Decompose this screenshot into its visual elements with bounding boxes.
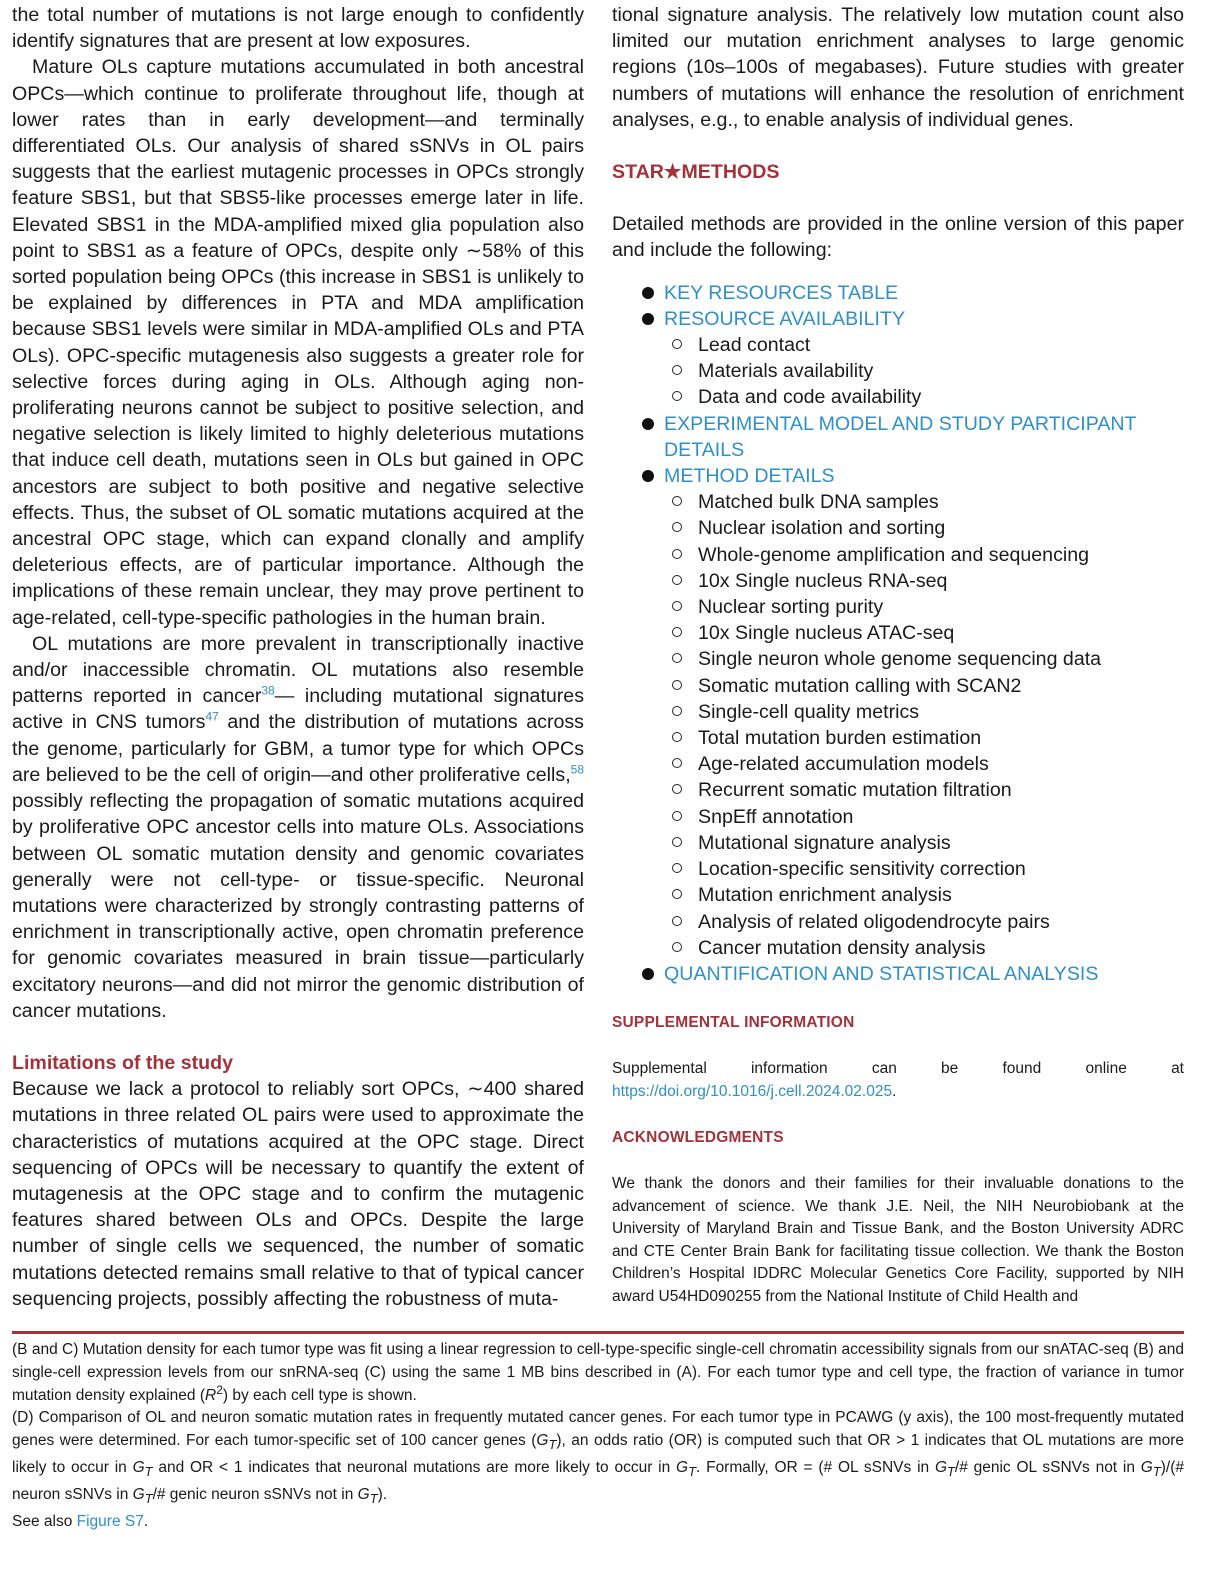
right-column [612, 2, 1184, 1308]
caption-paragraph [12, 1407, 1184, 1510]
toc-section-link[interactable]: RESOURCE AVAILABILITY [612, 306, 1184, 332]
toc-subsection-item: Location-specific sensitivity correction [612, 856, 1184, 882]
toc-subsection-item: Cancer mutation density analysis [612, 935, 1184, 961]
toc-subsection-item: 10x Single nucleus RNA-seq [612, 568, 1184, 594]
caption-divider [12, 1331, 1184, 1334]
caption-text: (D) Comparison of OL and neuron somatic mutation rates in frequently mutated cancer genes. For each tumor type in PCAWG (y axis), the 100 most-frequently mutated genes were determined. For each tumor-specific set of 100 cancer genes ( [12, 1409, 1184, 1450]
body-paragraph [12, 631, 584, 1024]
toc-subsection-item: Single-cell quality metrics [612, 699, 1184, 725]
toc-subsection-item: Recurrent somatic mutation filtration [612, 777, 1184, 803]
section-heading [612, 159, 1184, 185]
toc-subsection-item: Lead contact [612, 332, 1184, 358]
caption-paragraph [12, 1339, 1184, 1407]
caption-text: /# genic neuron sSNVs not in [152, 1485, 358, 1503]
toc-section-link[interactable]: EXPERIMENTAL MODEL AND STUDY PARTICIPANT DETAILS [612, 411, 1184, 463]
toc-subsection-item: Data and code availability [612, 384, 1184, 410]
toc-subsection-item: Total mutation burden estimation [612, 725, 1184, 751]
toc-section-link[interactable]: METHOD DETAILS [612, 463, 1184, 489]
body-text: and the distribution of mutations across the genome, particularly for GBM, a tumor type for which OPCs are believed to be the cell of origin—and other proliferative cells, [12, 711, 584, 786]
methods-intro: Detailed methods are provided in the online version of this paper and include the following: [612, 213, 1184, 262]
toc-subsection-item: Mutation enrichment analysis [612, 882, 1184, 908]
caption-paragraph [12, 1511, 1184, 1534]
body-text: . [892, 1082, 897, 1100]
toc-section-link[interactable]: QUANTIFICATION AND STATISTICAL ANALYSIS [612, 961, 1184, 987]
toc-section-link[interactable]: KEY RESOURCES TABLE [612, 280, 1184, 306]
body-paragraph: Mature OLs capture mutations accumulated in both ancestral OPCs—which continue to proliferate throughout life, though at lower rates than in early development—and terminally differentiated OLs. Our analysis of shared sSNVs in OL pairs suggests that the earliest mutagenic processes in OPCs strongly feature SBS1, but that SBS5-like processes emerge later in life. Elevated SBS1 in the MDA-amplified mixed glia population also point to SBS1 as a feature of OPCs, despite only ∼58% of this sorted population being OPCs (this increase in SBS1 is unlikely to be explained by differences in PTA and MDA amplification because SBS1 levels were similar in MDA-amplified OLs and PTA OLs). OPC-specific mutagenesis also suggests a greater role for selective forces during aging in OLs. Although aging non-proliferating neurons cannot be subject to positive selection, and negative selection is likely limited to highly deleterious mutations that induce cell death, mutations seen in OLs but gained in OPC ancestors are subject to both positive and negative selective effects. Thus, the subset of OL somatic mutations acquired at the ancestral OPC stage, which can expand clonally and amplify deleterious effects, are of particular importance. Although the implications of these remain unclear, they may prove pertinent to age-related, cell-type-specific pathologies in the human brain. [12, 56, 584, 629]
caption-text: )/(# neuron sSNVs in [12, 1459, 1184, 1503]
body-text: — including mutational signatures active in CNS tumors [12, 685, 584, 734]
caption-text: ) by each cell type is shown. [222, 1386, 417, 1404]
figure-caption [12, 1339, 1184, 1534]
toc-subsection-item: SnpEff annotation [612, 804, 1184, 830]
acknowledgments-text: We thank the donors and their families for their invaluable donations to the advancement of science. We thank J.E. Neil, the NIH Neurobiobank at the University of Maryland Brain and Tissue Bank, and the Boston University ADRC and CTE Center Brain Bank for facilitating tissue collection. We thank the Boston Children’s Hospital IDDRC Molecular Genetics Core Facility, supported by NIH award U54HD090255 from the National Institute of Child Health and [612, 1175, 1184, 1305]
toc-subsection-item: Analysis of related oligodendrocyte pairs [612, 909, 1184, 935]
toc-subsection-item: Single neuron whole genome sequencing data [612, 646, 1184, 672]
toc-subsection-item: Matched bulk DNA samples [612, 489, 1184, 515]
caption-symbol: T [947, 1464, 955, 1480]
toc-subsection-item: Mutational signature analysis [612, 830, 1184, 856]
caption-text: /# genic OL sSNVs not in [954, 1459, 1141, 1477]
caption-symbol: G [676, 1459, 689, 1477]
toc-subsection-item: Age-related accumulation models [612, 751, 1184, 777]
section-heading: Limitations of the study [12, 1051, 233, 1074]
reference-link[interactable]: 47 [205, 709, 219, 724]
caption-symbol: G [1140, 1459, 1153, 1477]
caption-symbol: G [536, 1432, 549, 1450]
reference-link[interactable]: 58 [570, 762, 584, 777]
body-paragraph: tional signature analysis. The relatively low mutation count also limited our mutation enrichment analyses to large genomic regions (10s–100s of megabases). Future studies with greater numbers of mutations will enhance the resolution of enrichment analyses, e.g., to enable analysis of individual genes. [612, 4, 1184, 131]
caption-text: ), an odds ratio (OR) is computed such that OR > 1 indicates that OL mutations are more likely to occur in [12, 1432, 1184, 1477]
caption-symbol: 2 [216, 1382, 223, 1397]
body-text: Supplemental information can be found online at [612, 1060, 1184, 1078]
caption-symbol: T [548, 1437, 557, 1453]
caption-symbol: T [144, 1464, 153, 1480]
toc-subsection-item: Somatic mutation calling with SCAN2 [612, 673, 1184, 699]
caption-text: . Formally, OR = (# OL sSNVs in [695, 1459, 935, 1477]
caption-text: . [143, 1512, 149, 1530]
toc-subsection-item: Nuclear isolation and sorting [612, 515, 1184, 541]
caption-symbol: G [357, 1485, 370, 1503]
toc-subsection-item: Materials availability [612, 358, 1184, 384]
doi-link[interactable]: https://doi.org/10.1016/j.cell.2024.02.025 [612, 1082, 893, 1100]
toc-subsection-item: Nuclear sorting purity [612, 594, 1184, 620]
caption-symbol: T [1152, 1464, 1161, 1480]
star-icon: ★ [663, 161, 682, 184]
methods-toc [612, 280, 1184, 987]
caption-symbol: G [132, 1485, 145, 1503]
heading-text: STAR [612, 161, 664, 184]
body-paragraph: the total number of mutations is not large enough to confidently identify signatures that are present at low exposures. [12, 4, 584, 53]
reference-link[interactable]: 38 [261, 683, 275, 698]
left-column [12, 2, 584, 1312]
caption-text: (B and C) Mutation density for each tumor type was fit using a linear regression to cell-type-specific single-cell chromatin accessibility signals from our snATAC-seq (B) and single-cell expression levels from our snRNA-seq (C) using the same 1 MB bins described in (A). For each tumor type and cell type, the fraction of variance in tumor mutation density explained ( [12, 1341, 1184, 1404]
caption-text: ). [377, 1485, 388, 1503]
section-heading: ACKNOWLEDGMENTS [612, 1129, 784, 1147]
caption-symbol: T [688, 1464, 696, 1480]
toc-subsection-item: 10x Single nucleus ATAC-seq [612, 620, 1184, 646]
body-text: possibly reflecting the propagation of somatic mutations acquired by proliferative OPC ancestor cells into mature OLs. Associations between OL somatic mutation density and genomic covariates generally were not cell-type- or tissue-specific. Neuronal mutations were characterized by strongly contrasting patterns of enrichment in transcriptionally active, open chromatin preference for genomic covariates measured in brain tissue—particularly excitatory neurons—and did not mirror the genomic distribution of cancer mutations. [12, 790, 584, 1022]
caption-symbol: T [369, 1491, 378, 1507]
caption-symbol: G [132, 1459, 145, 1477]
supplemental-text [612, 1058, 1184, 1103]
figure-link[interactable]: Figure S7 [76, 1512, 144, 1530]
caption-text: and OR < 1 indicates that neuronal mutations are more likely to occur in [152, 1459, 677, 1477]
caption-symbol: T [144, 1491, 153, 1507]
caption-symbol: G [934, 1459, 947, 1477]
body-paragraph: Because we lack a protocol to reliably sort OPCs, ∼400 shared mutations in three related OL pairs were used to approximate the characteristics of mutations acquired at the OPC stage. Direct sequencing of OPCs will be necessary to quantify the extent of mutagenesis at the OPC stage and to confirm the mutagenic features shared between OLs and OPCs. Despite the large number of single cells we sequenced, the number of somatic mutations detected remains small relative to that of typical cancer sequencing projects, possibly affecting the robustness of muta- [12, 1078, 584, 1310]
caption-symbol: R [205, 1386, 217, 1404]
heading-text: METHODS [681, 161, 780, 184]
section-heading: SUPPLEMENTAL INFORMATION [612, 1014, 855, 1032]
body-text: OL mutations are more prevalent in transcriptionally inactive and/or inaccessible chromatin. OL mutations also resemble patterns reported in cancer [12, 632, 584, 708]
toc-subsection-item: Whole-genome amplification and sequencing [612, 542, 1184, 568]
caption-text: See also [12, 1512, 77, 1530]
